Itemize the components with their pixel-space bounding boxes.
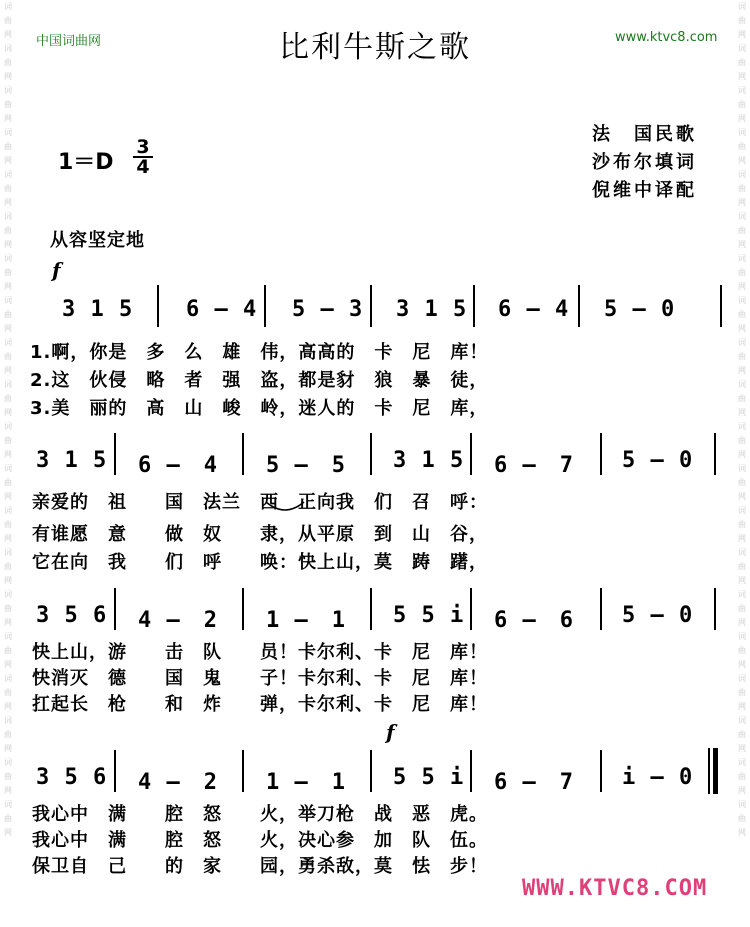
lyric-line: 保卫自 己 的 家 园，勇杀敌，莫 怯 步！ xyxy=(32,856,488,877)
final-barline-thick xyxy=(713,748,718,794)
lyric-line: 我心中 满 腔 怒 火，举刀枪 战 恶 虎。 xyxy=(32,804,488,825)
time-numerator: 3 xyxy=(133,138,153,158)
measure: 3 1 5 xyxy=(393,448,465,473)
measure: 3 5 6 xyxy=(36,603,108,628)
measure: 5 — 5 xyxy=(266,453,346,478)
time-signature xyxy=(133,138,153,176)
credit-origin: 法 国民歌 xyxy=(592,124,697,145)
measure: 6 — 7 xyxy=(494,453,574,478)
measure: 5 5 i xyxy=(393,603,465,628)
lyric-line: 亲爱的 祖 国 法兰 西 正向我 们 召 呼： xyxy=(32,492,488,513)
measure: 5 5 i xyxy=(393,765,465,790)
barline xyxy=(470,750,472,792)
measure: 3 1 5 xyxy=(396,297,468,322)
measure: 6 — 4 xyxy=(498,297,570,322)
lyric-line: 1.啊，你是 多 么 雄 伟，高高的 卡 尼 库！ xyxy=(30,342,489,363)
lyric-line: 有谁愿 意 做 奴 隶，从平原 到 山 谷， xyxy=(32,524,488,545)
measure: 6 — 6 xyxy=(494,608,574,633)
lyric-line: 快消灭 德 国 鬼 子！卡尔利、卡 尼 库！ xyxy=(32,668,488,689)
time-denominator: 4 xyxy=(136,156,150,178)
measure: 4 — 2 xyxy=(138,770,218,795)
barline xyxy=(714,433,716,475)
barline xyxy=(470,588,472,630)
barline xyxy=(470,433,472,475)
left-watermark: 词曲网词曲网词曲网词曲网词曲网词曲网词曲网词曲网词曲网词曲网词曲网词曲网词曲网词曲网词曲网词曲网词曲网词曲网词曲网词曲网 xyxy=(4,2,12,837)
barline xyxy=(370,588,372,630)
measure: 5 — 0 xyxy=(622,448,694,473)
song-title: 比利牛斯之歌 xyxy=(279,30,471,65)
credit-translator: 倪维中译配 xyxy=(592,180,697,201)
barline xyxy=(578,285,580,327)
barline xyxy=(600,433,602,475)
barline xyxy=(157,285,159,327)
measure: 5 — 0 xyxy=(622,603,694,628)
barline xyxy=(114,588,116,630)
lyric-line: 3.美 丽的 高 山 峻 岭，迷人的 卡 尼 库， xyxy=(30,398,489,419)
barline xyxy=(264,285,266,327)
lyric-line: 扛起长 枪 和 炸 弹，卡尔利、卡 尼 库！ xyxy=(32,694,488,715)
tempo-marking: 从容坚定地 xyxy=(50,230,145,251)
right-watermark: 词曲网词曲网词曲网词曲网词曲网词曲网词曲网词曲网词曲网词曲网词曲网词曲网词曲网词曲网词曲网词曲网词曲网词曲网词曲网词曲网 xyxy=(738,2,746,837)
slur-mark xyxy=(264,500,306,516)
final-barline-thin xyxy=(708,748,710,794)
barline xyxy=(114,750,116,792)
barline xyxy=(370,285,372,327)
dynamic-mark: f xyxy=(52,258,61,282)
lyric-line: 2.这 伙侵 略 者 强 盗，都是豺 狼 暴 徒， xyxy=(30,370,489,391)
footer-site-url[interactable]: WWW.KTVC8.COM xyxy=(522,876,708,901)
barline xyxy=(370,433,372,475)
measure: 3 1 5 xyxy=(62,297,134,322)
measure: 5 — 3 xyxy=(292,297,364,322)
barline xyxy=(370,750,372,792)
measure: 6 — 4 xyxy=(138,453,218,478)
credit-lyricist: 沙布尔填词 xyxy=(592,152,697,173)
site-name-cn[interactable]: 中国词曲网 xyxy=(36,34,102,49)
barline xyxy=(714,588,716,630)
key-signature: 1＝D xyxy=(58,150,114,175)
barline xyxy=(242,433,244,475)
barline xyxy=(600,750,602,792)
measure: 6 — 4 xyxy=(186,297,258,322)
barline xyxy=(600,588,602,630)
measure: i — 0 xyxy=(622,765,694,790)
measure: 5 — 0 xyxy=(604,297,676,322)
barline xyxy=(242,750,244,792)
lyric-line: 它在向 我 们 呼 唤：快上山，莫 踌 躇， xyxy=(32,552,488,573)
lyric-line: 我心中 满 腔 怒 火，决心参 加 队 伍。 xyxy=(32,830,488,851)
measure: 3 5 6 xyxy=(36,765,108,790)
lyric-line: 快上山，游 击 队 员！卡尔利、卡 尼 库！ xyxy=(32,642,488,663)
barline xyxy=(720,285,722,327)
barline xyxy=(242,588,244,630)
site-url[interactable]: www.ktvc8.com xyxy=(615,30,718,45)
measure: 3 1 5 xyxy=(36,448,108,473)
barline xyxy=(473,285,475,327)
measure: 6 — 7 xyxy=(494,770,574,795)
measure: 1 — 1 xyxy=(266,608,346,633)
barline xyxy=(114,433,116,475)
dynamic-mark: f xyxy=(386,720,395,744)
measure: 4 — 2 xyxy=(138,608,218,633)
measure: 1 — 1 xyxy=(266,770,346,795)
